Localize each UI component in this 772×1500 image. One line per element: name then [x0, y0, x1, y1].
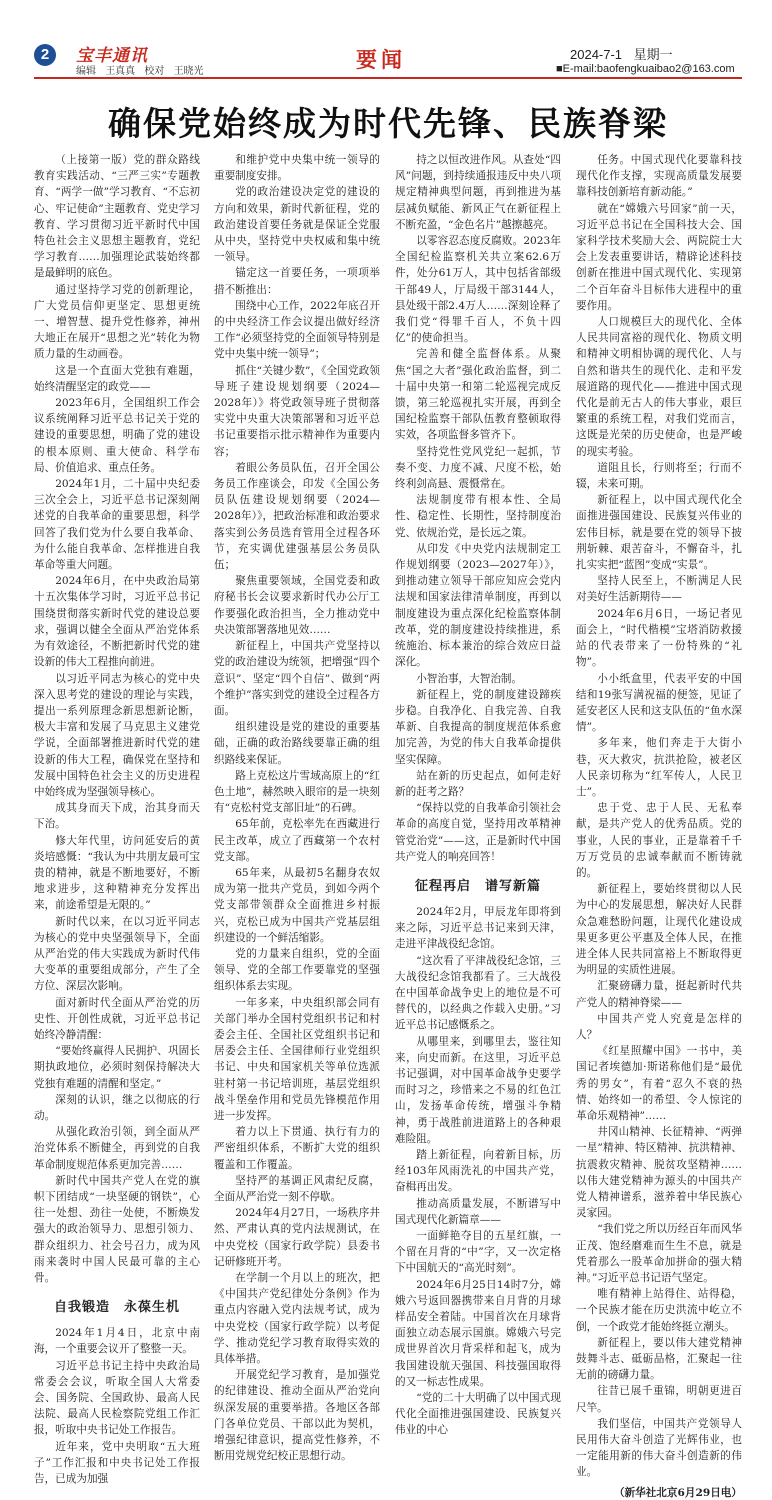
editor-label: 编辑: [76, 66, 96, 77]
article-paragraph: 法规制度带有根本性、全局性、稳定性、长期性，坚持制度治党、依规治党，是长远之策。: [395, 494, 561, 539]
page-number-badge: 2: [34, 44, 56, 66]
article-paragraph: 就在“嫦娥六号回家”前一天，习近平总书记在全国科技大会、国家科学技术奖励大会、两院院士大会上发表重要讲话，精辟论述科技创新在推进中国式现代化、实现第二个百年奋斗目标伟大进程中的重要作用。: [576, 202, 742, 312]
article-paragraph: 从印发《中央党内法规制定工作规划纲要（2023—2027年）》，到推动建立领导干部应知应会党内法规和国家法律清单制度，再到以制度建设为重点深化纪检监察体制改革，党的制度建设持续推进，系统施治、标本兼治的综合效应日益深化。: [395, 542, 561, 669]
article-paragraph: 汇聚磅礴力量，挺起新时代共产党人的精神脊梁——: [576, 980, 742, 1009]
article-paragraph: 成其身而天下成，治其身而天下治。: [34, 802, 200, 831]
article-paragraph: “我们党之所以历经百年而风华正茂、饱经磨难而生生不息，就是凭着那么一股革命加拼命的强大精神。”习近平总书记语气坚定。: [576, 1223, 742, 1285]
article-paragraph: 着眼公务员队伍，召开全国公务员工作座谈会，印发《全国公务员队伍建设规划纲要（2024—2028年）》，把政治标准和政治要求落实到公务员选育管用全过程各环节，充实调优建强基层公务员队伍；: [214, 461, 380, 572]
article-paragraph: 党的力量来自组织，党的全面领导、党的全部工作要靠党的坚强组织体系去实现。: [214, 947, 380, 993]
column-4: [576, 152, 742, 1499]
article-paragraph: “保持以党的自我革命引领社会革命的高度自觉，坚持用改革精神管党治党”——这，正是新时代中国共产党人的响亮回答！: [395, 802, 561, 863]
article-paragraph: 推动高质量发展，不断谱写中国式现代化新篇章——: [395, 1197, 561, 1226]
article-source: （新华社北京6月29日电）: [613, 1486, 742, 1499]
article-paragraph: 2024年2月，甲辰龙年即将到来之际，习近平总书记来到天津，走进平津战役纪念馆。: [395, 905, 561, 951]
article-paragraph: 在学制一个月以上的班次，把《中国共产党纪律处分条例》作为重点内容融入党内法规考试，成为中央党校（国家行政学院）以考促学、推动党纪学习教育取得实效的具体举措。: [214, 1272, 380, 1366]
article-paragraph: 《红星照耀中国》一书中，美国记者埃德加·斯诺称他们是“最优秀的男女”，有着“忍久不衰的热情、始终如一的希望、令人惊诧的革命乐观精神”……: [576, 1045, 742, 1122]
article-paragraph: 新征程上，要以伟大建党精神鼓舞斗志、砥砺品格，汇聚起一往无前的磅礴力量。: [576, 1336, 742, 1382]
article-paragraph: 和维护党中央集中统一领导的重要制度安排。: [214, 154, 380, 183]
article-paragraph: 2024年6月，在中央政治局第十五次集体学习时，习近平总书记围绕贯彻落实新时代党的建设总要求，强调以健全全面从严治党体系为有效途径，不断把新时代党的建设新的伟大工程推向前进。: [34, 575, 200, 669]
article-paragraph: 我们坚信，中国共产党领导人民用伟大奋斗创造了光辉伟业，也一定能用新的伟大奋斗创造新的伟业。: [576, 1417, 742, 1479]
column-2: [214, 152, 380, 1463]
article-paragraph: 忠于党、忠于人民、无私奉献，是共产党人的优秀品质。党的事业，人民的事业，正是靠着千千万万党员的忠诚奉献而不断铸就的。: [576, 802, 742, 879]
article-paragraph: 踏上新征程，向着新目标，历经103年风雨洗礼的中国共产党，奋楫再出发。: [395, 1148, 561, 1194]
editor-value: 王真真: [105, 66, 136, 77]
article-paragraph: 近年来，党中央明取“五大班子”工作汇报和中央书记处工作报告，已成为加强: [34, 1440, 200, 1486]
article-paragraph: 2023年6月，全国组织工作会议系统阐释习近平总书记关于党的建设的重要思想，明确了党的建设的根本原则、重大使命、科学布局、价值追求、重点任务。: [34, 397, 200, 474]
weekday-value: 星期一: [633, 47, 673, 62]
article-paragraph: 从哪里来，到哪里去，鉴往知来，向史而新。在这里，习近平总书记强调，对中国革命战争史要学而时习之，珍惜来之不易的红色江山，发扬革命传统，增强斗争精神，勇于战胜前进道路上的各种艰难险阻。: [395, 1035, 561, 1145]
section-subhead: 征程再启 谱写新篇: [414, 878, 541, 894]
article-paragraph: 2024年6月25日14时7分，嫦娥六号返回器携带来自月背的月球样品安全着陆。中国首次在月球背面独立动态展示国旗。嫦娥六号完成世界首次月背采样和起飞，成为我国建设航天强国、科技强国取得的又一标志性成果。: [395, 1278, 561, 1388]
header-divider: [34, 77, 742, 79]
article-paragraph: 从强化政治引领，到全面从严治党体系不断健全，再到党的自我革命制度规范体系更加完善……: [34, 1126, 200, 1171]
article-paragraph: 人口规模巨大的现代化、全体人民共同富裕的现代化、物质文明和精神文明相协调的现代化、人与自然和谐共生的现代化、走和平发展道路的现代化——推进中国式现代化是前无古人的伟大事业，艰巨繁重的系统工程，对我们党而言，这既是光荣的历史使命，也是严峻的现实考验。: [576, 316, 742, 458]
article-paragraph: 这是一个直面大党独有难题，始终清醒坚定的政党——: [34, 364, 200, 393]
article-paragraph: 持之以恒改进作风。从查处“四风”问题，到持续通报违反中央八项规定精神典型问题，再到推进为基层减负赋能、新风正气在新征程上不断充盈，“金色名片”越擦越亮。: [395, 154, 561, 231]
article-paragraph: 开展党纪学习教育，是加强党的纪律建设、推动全面从严治党向纵深发展的重要举措。各地区各部门各单位党员、干部以此为契机，增强纪律意识，提高党性修养，不断用党规党纪校正思想行动。: [214, 1369, 380, 1463]
article-paragraph: 新时代中国共产党人在党的旗帜下团结成“一块坚硬的钢铁”，心往一处想、劲往一处使，不断焕发强大的政治领导力、思想引领力、群众组织力、社会号召力，成为风雨来袭时中国人民最可靠的主心骨。: [34, 1174, 200, 1285]
article-paragraph: 聚焦重要领域，全国党委和政府秘书长会议要求新时代办公厅工作要强化政治担当，全力推动党中央决策部署落地见效……: [214, 575, 380, 636]
paper-name-logo: 宝丰通讯: [76, 46, 148, 66]
article-paragraph: （上接第一版）党的群众路线教育实践活动、“三严三实”专题教育、“两学一做”学习教育、“不忘初心、牢记使命”主题教育、党史学习教育、学习贯彻习近平新时代中国特色社会主义思想主题教育，党纪学习教育……加强理论武装始终都是最鲜明的底色。: [34, 154, 200, 280]
article-paragraph: 党的政治建设决定党的建设的方向和效果，新时代新征程，党的政治建设首要任务就是保证全党服从中央，坚持党中央权威和集中统一领导。: [214, 186, 380, 264]
article-paragraph: 面对新时代全面从严治党的历史性、开创性成就，习近平总书记始终冷静清醒：: [34, 996, 200, 1041]
article-paragraph: 一面鲜艳夺目的五星红旗，一个留在月背的“中”字，又一次定格下中国航天的“高光时刻”。: [395, 1230, 561, 1275]
column-3: [395, 152, 561, 1437]
article-paragraph: 新征程上，中国共产党坚持以党的政治建设为统领，把增强“四个意识”、坚定“四个自信”、做到“两个维护”落实到党的建设全过程各方面。: [214, 640, 380, 717]
section-subhead: 自我锻造 永葆生机: [53, 1300, 180, 1316]
article-paragraph: 习近平总书记主持中央政治局常委会会议，听取全国人大常委会、国务院、全国政协、最高人民法院、最高人民检察院党组工作汇报，听取中央书记处工作报告。: [34, 1359, 200, 1437]
article-paragraph: 新征程上，以中国式现代化全面推进强国建设、民族复兴伟业的宏伟目标，就是要在党的领导下披荆斩棘、艰苦奋斗，不懈奋斗，扎扎实实把“蓝图”变成“实景”。: [576, 494, 742, 572]
article-paragraph: 中国共产党人究竟是怎样的人？: [576, 1012, 742, 1041]
masthead: [0, 0, 772, 78]
article-paragraph: 深刻的认识，继之以彻底的行动。: [34, 1093, 200, 1122]
article-paragraph: 围绕中心工作，2022年底召开的中央经济工作会议提出做好经济工作“必须坚持党的全面领导特别是党中央集中统一领导”；: [214, 299, 380, 361]
article-paragraph: 修大年代里，访问延安后的黄炎培感慨：“我认为中共朋友最可宝贵的精神，就是不断地要好，不断地求进步，这种精神充分发挥出来，前途希望是无限的。”: [34, 834, 200, 912]
date-value: 2024-7-1: [570, 47, 623, 62]
article-paragraph: 坚持党性党风党纪一起抓，节奏不变、力度不减、尺度不松，始终利剑高悬、震慑常在。: [395, 445, 561, 491]
article-paragraph: 以习近平同志为核心的党中央深入思考党的建设的理论与实践，提出一系列原理念新思想新论断，极大丰富和发展了马克思主义建党学说，全面部署推进新时代党的建设新的伟大工程，确保党在坚持和发展中国特色社会主义的历史进程中始终成为坚强领导核心。: [34, 672, 200, 798]
email-contact: ■E-mail:baofengkuaibao2@163.com: [556, 63, 735, 75]
article-paragraph: 以零容忍态度反腐败。2023年全国纪检监察机关共立案62.6万件，处分61万人，其中包括省部级干部49人，厅局级干部3144人，县处级干部2.4万人……深刻诠释了我们党“得罪千百人，不负十四亿”的使命担当。: [395, 235, 561, 345]
proofreader-value: 王晓光: [173, 66, 204, 77]
article-paragraph: 任务。中国式现代化要靠科技现代化作支撑，实现高质量发展要靠科技创新培育新动能。”: [576, 154, 742, 199]
article-paragraph: 站在新的历史起点，如何走好新的赶考之路？: [395, 769, 561, 798]
article-paragraph: 通过坚持学习党的创新理论，广大党员信仰更坚定、思想更统一、增智慧、提升党性修养，神州大地正在展开“思想之光”转化为物质力量的生动画卷。: [34, 283, 200, 361]
article-paragraph: 路上克松这片雪域高原上的“红色土地”，赫然映入眼帘的是一块刻有“克松村党支部旧址”的石碑。: [214, 769, 380, 815]
article-body: [34, 152, 742, 1499]
proofreader-label: 校对: [144, 66, 165, 77]
article-paragraph: 完善和健全监督体系。从聚焦“国之大者”强化政治监督，到二十届中央第一和第二轮巡视完成反馈，第三轮巡视扎实开展，再到全国纪检监察干部队伍教育整顿取得实效，各项监督多管齐下。: [395, 348, 561, 442]
column-1: [34, 152, 200, 1486]
article-paragraph: 锚定这一首要任务，一项项举措不断推出：: [214, 267, 380, 296]
article-paragraph: 2024年4月27日，一场秩序井然、严肃认真的党内法规测试，在中央党校（国家行政学院）县委书记研修班开考。: [214, 1207, 380, 1268]
article-paragraph: 唯有精神上站得住、站得稳，一个民族才能在历史洪流中屹立不倒，一个政党才能始终挺立潮头。: [576, 1288, 742, 1333]
article-paragraph: 65年来，从最初5名翻身农奴成为第一批共产党员，到如今两个党支部带领群众全面推进乡村振兴，克松已成为中国共产党基层组织建设的一个鲜活缩影。: [214, 866, 380, 944]
article-paragraph: 坚持严的基调正风肃纪反腐，全面从严治党一刻不停歇。: [214, 1174, 380, 1203]
article-paragraph: “这次看了平津战役纪念馆，三大战役纪念馆我都看了。三大战役在中国革命战争史上的地位是不可替代的，以经典之作载入史册。”习近平总书记感慨系之。: [395, 954, 561, 1032]
article-paragraph: 往昔已展千重锦，明朝更进百尺竿。: [576, 1385, 742, 1414]
editor-credits: [76, 62, 210, 77]
article-paragraph: 小小纸盒里，代表平安的中国结和19张写满祝福的便签，见证了延安老区人民和这支队伍的“鱼水深情”。: [576, 672, 742, 734]
article-paragraph: 新征程上，党的制度建设蹄疾步稳。自我净化、自我完善、自我革新、自我提高的制度规范体系愈加完善，为党的伟大自我革命提供坚实保障。: [395, 688, 561, 766]
article-paragraph: 多年来，他们奔走于大街小巷，灭大救灾，抗洪抢险，被老区人民亲切称为“红军传人，人民卫士”。: [576, 737, 742, 798]
article-paragraph: 2024年6月6日，一场记者见面会上，“时代楷模”宝塔消防救援站的代表带来了一份特殊的“礼物”。: [576, 607, 742, 669]
article-paragraph: 小智治事，大智治制。: [416, 672, 523, 685]
article-paragraph: 井冈山精神、长征精神、“两弹一星”精神、特区精神、抗洪精神、抗震救灾精神、脱贫攻坚精神……以伟大建党精神为源头的中国共产党人精神谱系，滋养着中华民族心灵家园。: [576, 1126, 742, 1220]
article-paragraph: 道阻且长，行则将至；行而不辍，未来可期。: [576, 461, 742, 491]
article-paragraph: 2024年1月，二十届中央纪委三次全会上，习近平总书记深刻阐述党的自我革命的重要思想，科学回答了我们党为什么要自我革命、为什么能自我革命、怎样推进自我革命等重大问题。: [34, 478, 200, 572]
article-paragraph: 一年多来，中央组织部会同有关部门举办全国村党组织书记和村委会主任、全国社区党组织书记和居委会主任、全国律师行业党组织书记、中央和国家机关等单位选派驻村第一书记培训班，基层党组织战斗堡垒作用和党员先锋模范作用进一步发挥。: [214, 996, 380, 1122]
article-headline: 确保党始终成为时代先锋、民族脊梁: [108, 104, 668, 143]
issue-date: [570, 44, 681, 63]
article-paragraph: “要始终赢得人民拥护、巩固长期执政地位，必须时刻保持解决大党独有难题的清醒和坚定。”: [34, 1045, 200, 1090]
article-paragraph: “党的二十大明确了以中国式现代化全面推进强国建设、民族复兴伟业的中心: [395, 1392, 561, 1437]
article-paragraph: 抓住“关键少数”，《全国党政领导班子建设规划纲要（2024—2028年）》将党政领导班子贯彻落实党中央重大决策部署和习近平总书记重要指示批示精神作为重要内容；: [214, 364, 380, 458]
section-title: 要闻: [356, 48, 406, 72]
article-paragraph: 组织建设是党的建设的重要基础，正确的政治路线要靠正确的组织路线来保证。: [214, 721, 380, 766]
article-paragraph: 着力以上下贯通、执行有力的严密组织体系，不断扩大党的组织覆盖和工作覆盖。: [214, 1126, 380, 1171]
article-paragraph: 坚持人民至上，不断满足人民对美好生活新期待——: [576, 575, 742, 604]
article-paragraph: 新时代以来，在以习近平同志为核心的党中央坚强领导下，全面从严治党的伟大实践成为新时代伟大变革的重要组成部分，产生了全方位、深层次影响。: [34, 915, 200, 993]
article-paragraph: 65年前，克松率先在西藏进行民主改革，成立了西藏第一个农村党支部。: [214, 818, 380, 863]
article-paragraph: 2024年1月4日，北京中南海，一个重要会议开了整整一天。: [34, 1327, 200, 1356]
article-paragraph: 新征程上，要始终贯彻以人民为中心的发展思想，解决好人民群众急难愁盼问题，让现代化建设成果更多更公平惠及全体人民，在推进全体人民共同富裕上不断取得更为明显的实质性进展。: [576, 883, 742, 977]
